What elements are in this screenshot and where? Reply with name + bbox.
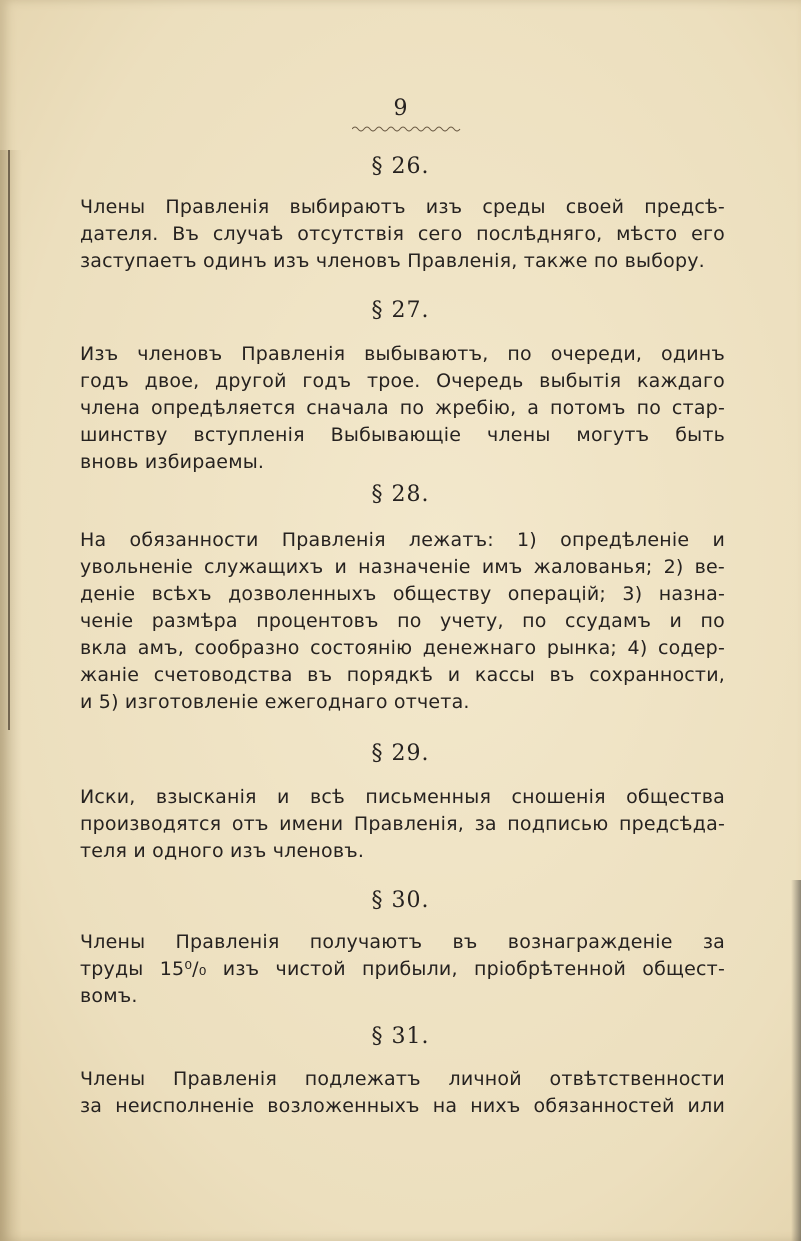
section-paragraph [80,929,725,1010]
text-line: жаніе счетоводства въ порядкѣ и кассы въ сохранности, [80,664,725,686]
text-line: и 5) изготовленіе ежегоднаго отчета. [80,691,470,713]
text-line: годъ двое, другой годъ трое. Очередь выбытія каждаго [80,370,725,392]
section-paragraph [80,341,725,476]
text-line: деніе всѣхъ дозволенныхъ обществу операцій; 3) назна- [80,583,725,605]
section-heading: § 27. [371,298,430,323]
text-line: заступаетъ одинъ изъ членовъ Правленія, также по выбору. [80,250,705,272]
section-heading: § 29. [371,741,430,766]
section-heading: § 26. [371,154,430,179]
section-heading: § 28. [371,482,430,507]
section-paragraph [80,527,725,716]
page-number: 9 [393,96,408,121]
text-line: Члены Правленія подлежатъ личной отвѣтственности [80,1068,725,1090]
text-line: теля и одного изъ членовъ. [80,840,365,862]
text-line: члена опредѣляется сначала по жребію, а потомъ по стар- [80,397,725,419]
text-line: вкла амъ, сообразно состоянію денежнаго рынка; 4) содер- [80,637,725,659]
text-line: ченіе размѣра процентовъ по учету, по ссудамъ и по [80,610,725,632]
section-heading: § 30. [371,888,430,913]
section-heading: § 31. [371,1024,430,1049]
text-line: за неисполненіе возложенныхъ на нихъ обязанностей или [80,1095,725,1117]
binding-edge [8,150,10,730]
wavy-rule-ornament [352,124,462,134]
text-line: Изъ членовъ Правленія выбываютъ, по очереди, одинъ [80,343,725,365]
text-line: дателя. Въ случаѣ отсутствія сего послѣдняго, мѣсто его [80,223,725,245]
text-line: производятся отъ имени Правленія, за подписью предсѣда- [80,813,725,835]
text-line: Члены Правленія выбираютъ изъ среды своей предсѣ- [80,196,725,218]
page-edge-shadow [791,880,801,1241]
text-line: увольненіе служащихъ и назначеніе имъ жалованья; 2) ве- [80,556,725,578]
section-paragraph [80,1066,725,1120]
text-line: шинству вступленія Выбывающіе члены могутъ быть [80,424,725,446]
text-line: Члены Правленія получаютъ въ вознагражденіе за [80,931,725,953]
text-line: На обязанности Правленія лежатъ: 1) опредѣленіе и [80,529,725,551]
text-line: вомъ. [80,985,138,1007]
section-paragraph [80,194,725,275]
text-line: Иски, взысканія и всѣ письменныя сношенія общества [80,786,725,808]
section-paragraph [80,784,725,865]
text-line: труды 15⁰/₀ изъ чистой прибыли, пріобрѣтенной общест- [80,958,725,980]
text-line: вновь избираемы. [80,451,265,473]
